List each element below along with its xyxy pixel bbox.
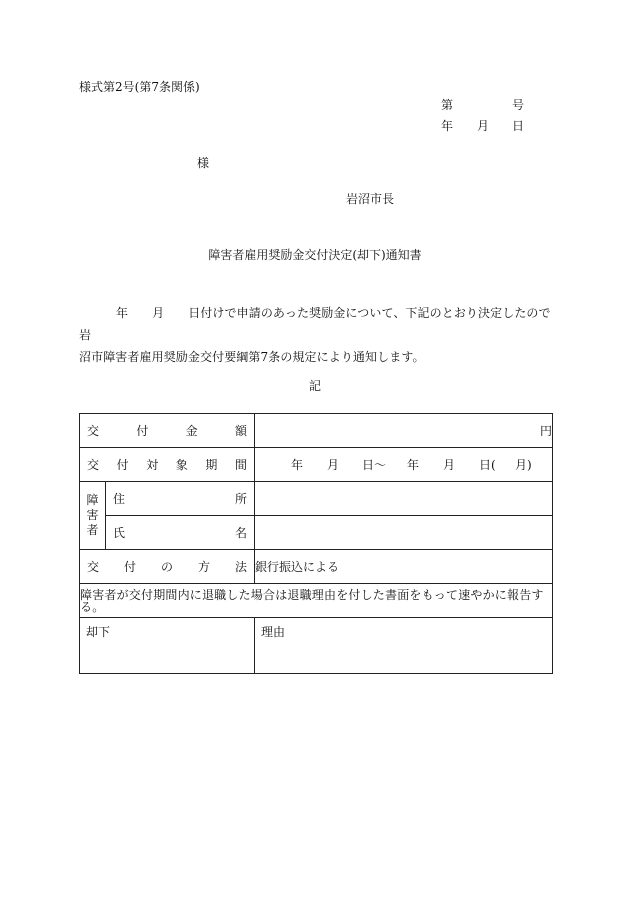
method-row <box>80 550 553 584</box>
name-label-cell <box>106 516 255 550</box>
name-value-cell[interactable] <box>255 516 553 550</box>
amount-label: 交 付 金 額 <box>87 423 247 438</box>
period-label: 交 付 対 象 期 間 <box>87 457 247 472</box>
address-label: 住 所 <box>113 491 247 506</box>
body-text-line1: 日付けで申請のあった奨励金について、下記のとおり決定したので岩 <box>79 306 551 342</box>
notice-body <box>79 302 553 368</box>
address-label-cell <box>106 482 255 516</box>
period-label-cell <box>80 448 255 482</box>
body-text-line2: 沼市障害者雇用奨励金交付要綱第7条の規定により通知します。 <box>79 350 425 364</box>
name-row <box>80 516 553 550</box>
disabled-person-label: 障 害 者 <box>80 482 106 550</box>
amount-unit: 円 <box>539 423 552 438</box>
addressee-honorific: 様 <box>197 156 210 170</box>
document-number-suffix: 号 <box>512 98 525 112</box>
document-title: 障害者雇用奨励金交付決定(却下)通知書 <box>208 248 422 262</box>
details-table <box>79 413 553 674</box>
rejection-cell[interactable] <box>80 618 255 674</box>
note-row <box>80 584 553 618</box>
reason-label: 理由 <box>261 625 286 639</box>
body-year: 年 <box>116 306 129 320</box>
amount-value-cell[interactable] <box>255 414 553 448</box>
document-number-prefix: 第 <box>441 98 454 112</box>
date-day: 日 <box>512 119 525 133</box>
issuer-name: 岩沼市長 <box>346 192 395 206</box>
method-value: 銀行振込による <box>255 559 340 574</box>
address-value-cell[interactable] <box>255 482 553 516</box>
period-value-cell[interactable] <box>255 448 553 482</box>
reporting-note: 障害者が交付期間内に退職した場合は退職理由を付した書面をもって速やかに報告する。 <box>80 584 553 618</box>
ki-heading: 記 <box>308 379 321 393</box>
date-month: 月 <box>477 119 490 133</box>
date-year: 年 <box>441 119 454 133</box>
name-label: 氏 名 <box>113 525 247 540</box>
amount-row <box>80 414 553 448</box>
period-row <box>80 448 553 482</box>
period-value: 年 月 日〜 年 月 日( 月) <box>291 457 532 472</box>
method-label-cell <box>80 550 255 584</box>
method-label: 交 付 の 方 法 <box>87 559 247 574</box>
amount-label-cell <box>80 414 255 448</box>
rejection-label: 却下 <box>86 625 111 639</box>
address-row <box>80 482 553 516</box>
rejection-row <box>80 618 553 674</box>
body-month: 月 <box>152 306 165 320</box>
method-value-cell <box>255 550 553 584</box>
reason-cell[interactable] <box>255 618 553 674</box>
form-number: 様式第2号(第7条関係) <box>79 80 200 94</box>
